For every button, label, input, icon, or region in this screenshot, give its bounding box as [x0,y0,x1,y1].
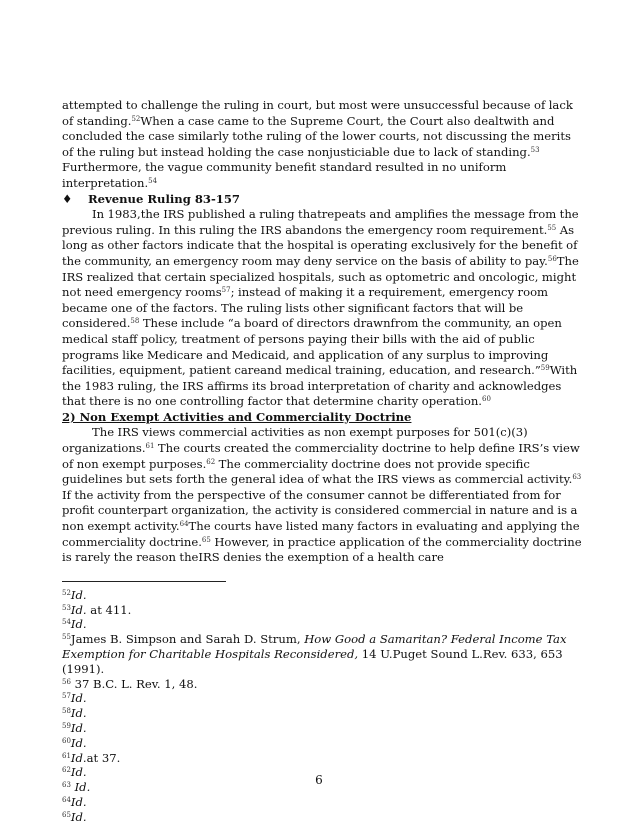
footnote-59 [62,721,582,736]
paragraph-revenue-ruling [62,207,582,410]
footnote-number: 53 [62,603,71,612]
footnote-ref[interactable]: 64 [179,520,189,529]
footnote-55 [62,632,582,676]
footnote-58 [62,706,582,721]
footnote-separator [62,581,226,582]
diamond-bullet-icon: ♦ [62,191,73,206]
footnote-number: 52 [62,588,71,597]
footnote-ref[interactable]: 57 [221,286,231,295]
footnote-ref[interactable]: 63 [572,473,582,482]
footnote-text: Id. [70,735,87,750]
footnote-ref[interactable]: 56 [547,254,557,263]
footnote-ref[interactable]: 58 [130,317,140,326]
text-span: When a case came to the Supreme Court, the Court also dealtwith and concluded the case similarly tothe ruling of the lower courts, not discussing the merits of the ruling but instead holding the case nonjusticiable due to lack of standing. [62,113,571,159]
document-page [62,98,582,825]
footnote-text: Id. [70,602,87,617]
footnote-53 [62,603,582,618]
footnote-number: 59 [62,721,71,730]
footnote-ref[interactable]: 65 [201,535,211,544]
footnote-ref[interactable]: 54 [148,176,158,185]
text-span: However, in practice application of the commerciality doctrine is rarely the reason theIRS denies the exemption of a health care [62,534,582,565]
footnote-number: 56 [62,677,71,686]
footnote-text: Id. [70,794,87,809]
footnote-64 [62,795,582,810]
footnote-text: at 411. [86,602,132,617]
text-span: Furthermore, the vague community benefit standard resulted in no uniform interpretation. [62,160,507,190]
footnote-number: 57 [62,692,71,701]
footnote-number: 61 [62,751,71,760]
footnote-ref[interactable]: 55 [547,223,557,232]
page-number: 6 [315,773,323,787]
text-span: The commerciality doctrine does not provide specific guidelines but sets forth the general idea of what the IRS views as commercial activity. [62,456,573,487]
text-span: attempted to challenge the ruling in court, but most were unsuccessful because of lack of standing. [62,98,573,128]
footnote-61 [62,751,582,766]
footnote-text: 37 B.C. L. Rev. 1, 48. [70,676,198,691]
footnote-text: Id. [70,706,87,721]
footnote-text: Id. [70,780,91,795]
text-span: The courts created the commerciality doctrine to help define IRS’s view of non exempt purposes. [62,441,580,471]
footnote-60 [62,736,582,751]
footnote-text: Id. [70,691,87,706]
footnote-text: at 37. [86,750,121,765]
footnote-text: James B. Simpson and Sarah D. Strum, [70,632,305,647]
footnote-number: 58 [62,707,71,716]
footnote-ref[interactable]: 60 [481,395,491,404]
footnote-56 [62,677,582,692]
footnote-number: 62 [62,766,71,775]
footnote-number: 60 [62,736,71,745]
footnote-ref[interactable]: 62 [206,457,216,466]
footnote-title: How Good a Samaritan? Federal Income Tax Exemption for Charitable Hospitals Reconsidered, [62,632,567,661]
section-heading-revenue-ruling [62,192,582,208]
text-span: With the 1983 ruling, the IRS affirms its broad interpretation of charity and acknowledges that there is no one controlling factor that determine charity operation. [62,363,578,409]
text-span: In 1983,the IRS published a ruling thatrepeats and amplifies the message from the previous ruling. In this ruling the IRS abandons the emergency room requirement. [62,207,579,237]
footnote-text: 14 U.Puget Sound L.Rev. 633, 653 (1991). [62,647,563,676]
footnote-text: Id. [70,617,87,632]
footnote-54 [62,617,582,632]
footnote-57 [62,691,582,706]
footnotes-list [62,588,582,825]
footnote-65 [62,810,582,825]
footnote-ref[interactable]: 61 [145,442,155,451]
footnote-number: 64 [62,795,71,804]
footnote-text: Id. [70,720,87,735]
footnote-number: 54 [62,618,71,627]
text-span: These include “a board of directors drawnfrom the community, an open medical staff policy, treatment of persons paying their bills with the aid of public programs like Medicare and Medicaid, and application of any surplus to improving facilities, equipment, patient careand medical training, education, and research.” [62,316,562,378]
text-span: The IRS views commercial activities as non exempt purposes for 501(c)(3) organizations. [62,425,528,456]
footnote-number: 63 [62,781,71,790]
text-span: If the activity from the perspective of the consumer cannot be differentiated from for profit counterpart organization, the activity is considered commercial in nature and is a non exempt activity. [62,487,578,534]
text-span: The IRS realized that certain specialized hospitals, such as optometric and oncologic, might not need emergency rooms [62,253,579,300]
footnote-number: 65 [62,810,71,819]
footnote-number: 55 [62,633,71,642]
footnote-text: Id. [70,765,87,780]
footnote-text: Id. [70,587,87,602]
footnote-text: Id. [70,809,87,824]
footnote-text: Id. [70,750,87,765]
text-span: The courts have listed many factors in evaluating and applying the commerciality doctrine. [62,519,580,549]
paragraph-commerciality [62,425,582,565]
heading-text: Revenue Ruling 83-157 [88,191,240,206]
section-heading-commerciality: 2) Non Exempt Activities and Commerciality Doctrine [62,409,412,424]
footnote-52 [62,588,582,603]
paragraph-standing [62,98,582,192]
text-span: As long as other factors indicate that the hospital is operating exclusively for the benefit of the community, an emergency room may deny service on the basis of ability to pay. [62,222,578,268]
footnote-ref[interactable]: 52 [131,114,141,123]
footnote-ref[interactable]: 53 [530,145,540,154]
footnote-ref[interactable]: 59 [540,364,550,373]
text-span: ; instead of making it a requirement, emergency room became one of the factors. The ruling lists other significant factors that will be considered. [62,285,549,331]
